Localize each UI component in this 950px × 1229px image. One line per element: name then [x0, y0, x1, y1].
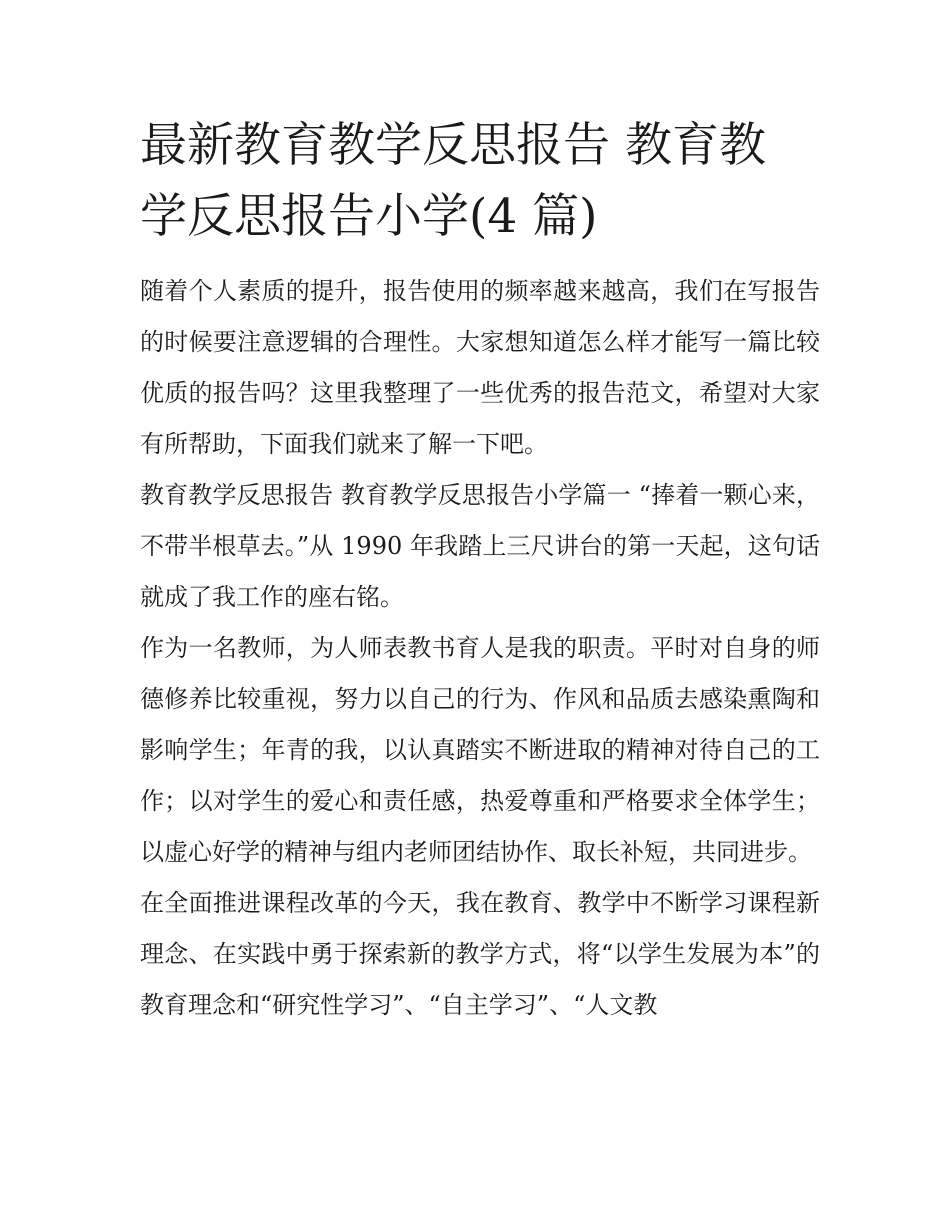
title-line-2: 学反思报告小学(4 篇)	[140, 189, 598, 244]
paragraph-motto: 教育教学反思报告 教育教学反思报告小学篇一 “捧着一颗心来，不带半根草去。”从 1990 年我踏上三尺讲台的第一天起，这句话就成了我工作的座右铭。	[140, 481, 820, 611]
title-line-1: 最新教育教学反思报告 教育教	[140, 118, 766, 173]
paragraph-reform: 在全面推进课程改革的今天，我在教育、教学中不断学习课程新理念、在实践中勇于探索新的教学方式，将“以学生发展为本”的教育理念和“研究性学习”、“自主学习”、“人文教	[140, 889, 820, 1019]
document-title	[140, 110, 820, 252]
document-body	[140, 110, 820, 1031]
paragraph-duty: 作为一名教师，为人师表教书育人是我的职责。平时对自身的师德修养比较重视，努力以自己的行为、作风和品质去感染熏陶和影响学生；年青的我，以认真踏实不断进取的精神对待自己的工作；以对学生的爱心和责任感，热爱尊重和严格要求全体学生；以虚心好学的精神与组内老师团结协作、取长补短，共同进步。	[140, 634, 820, 866]
paragraph-intro: 随着个人素质的提升，报告使用的频率越来越高，我们在写报告的时候要注意逻辑的合理性。大家想知道怎么样才能写一篇比较优质的报告吗？这里我整理了一些优秀的报告范文，希望对大家有所帮助，下面我们就来了解一下吧。	[140, 277, 820, 458]
